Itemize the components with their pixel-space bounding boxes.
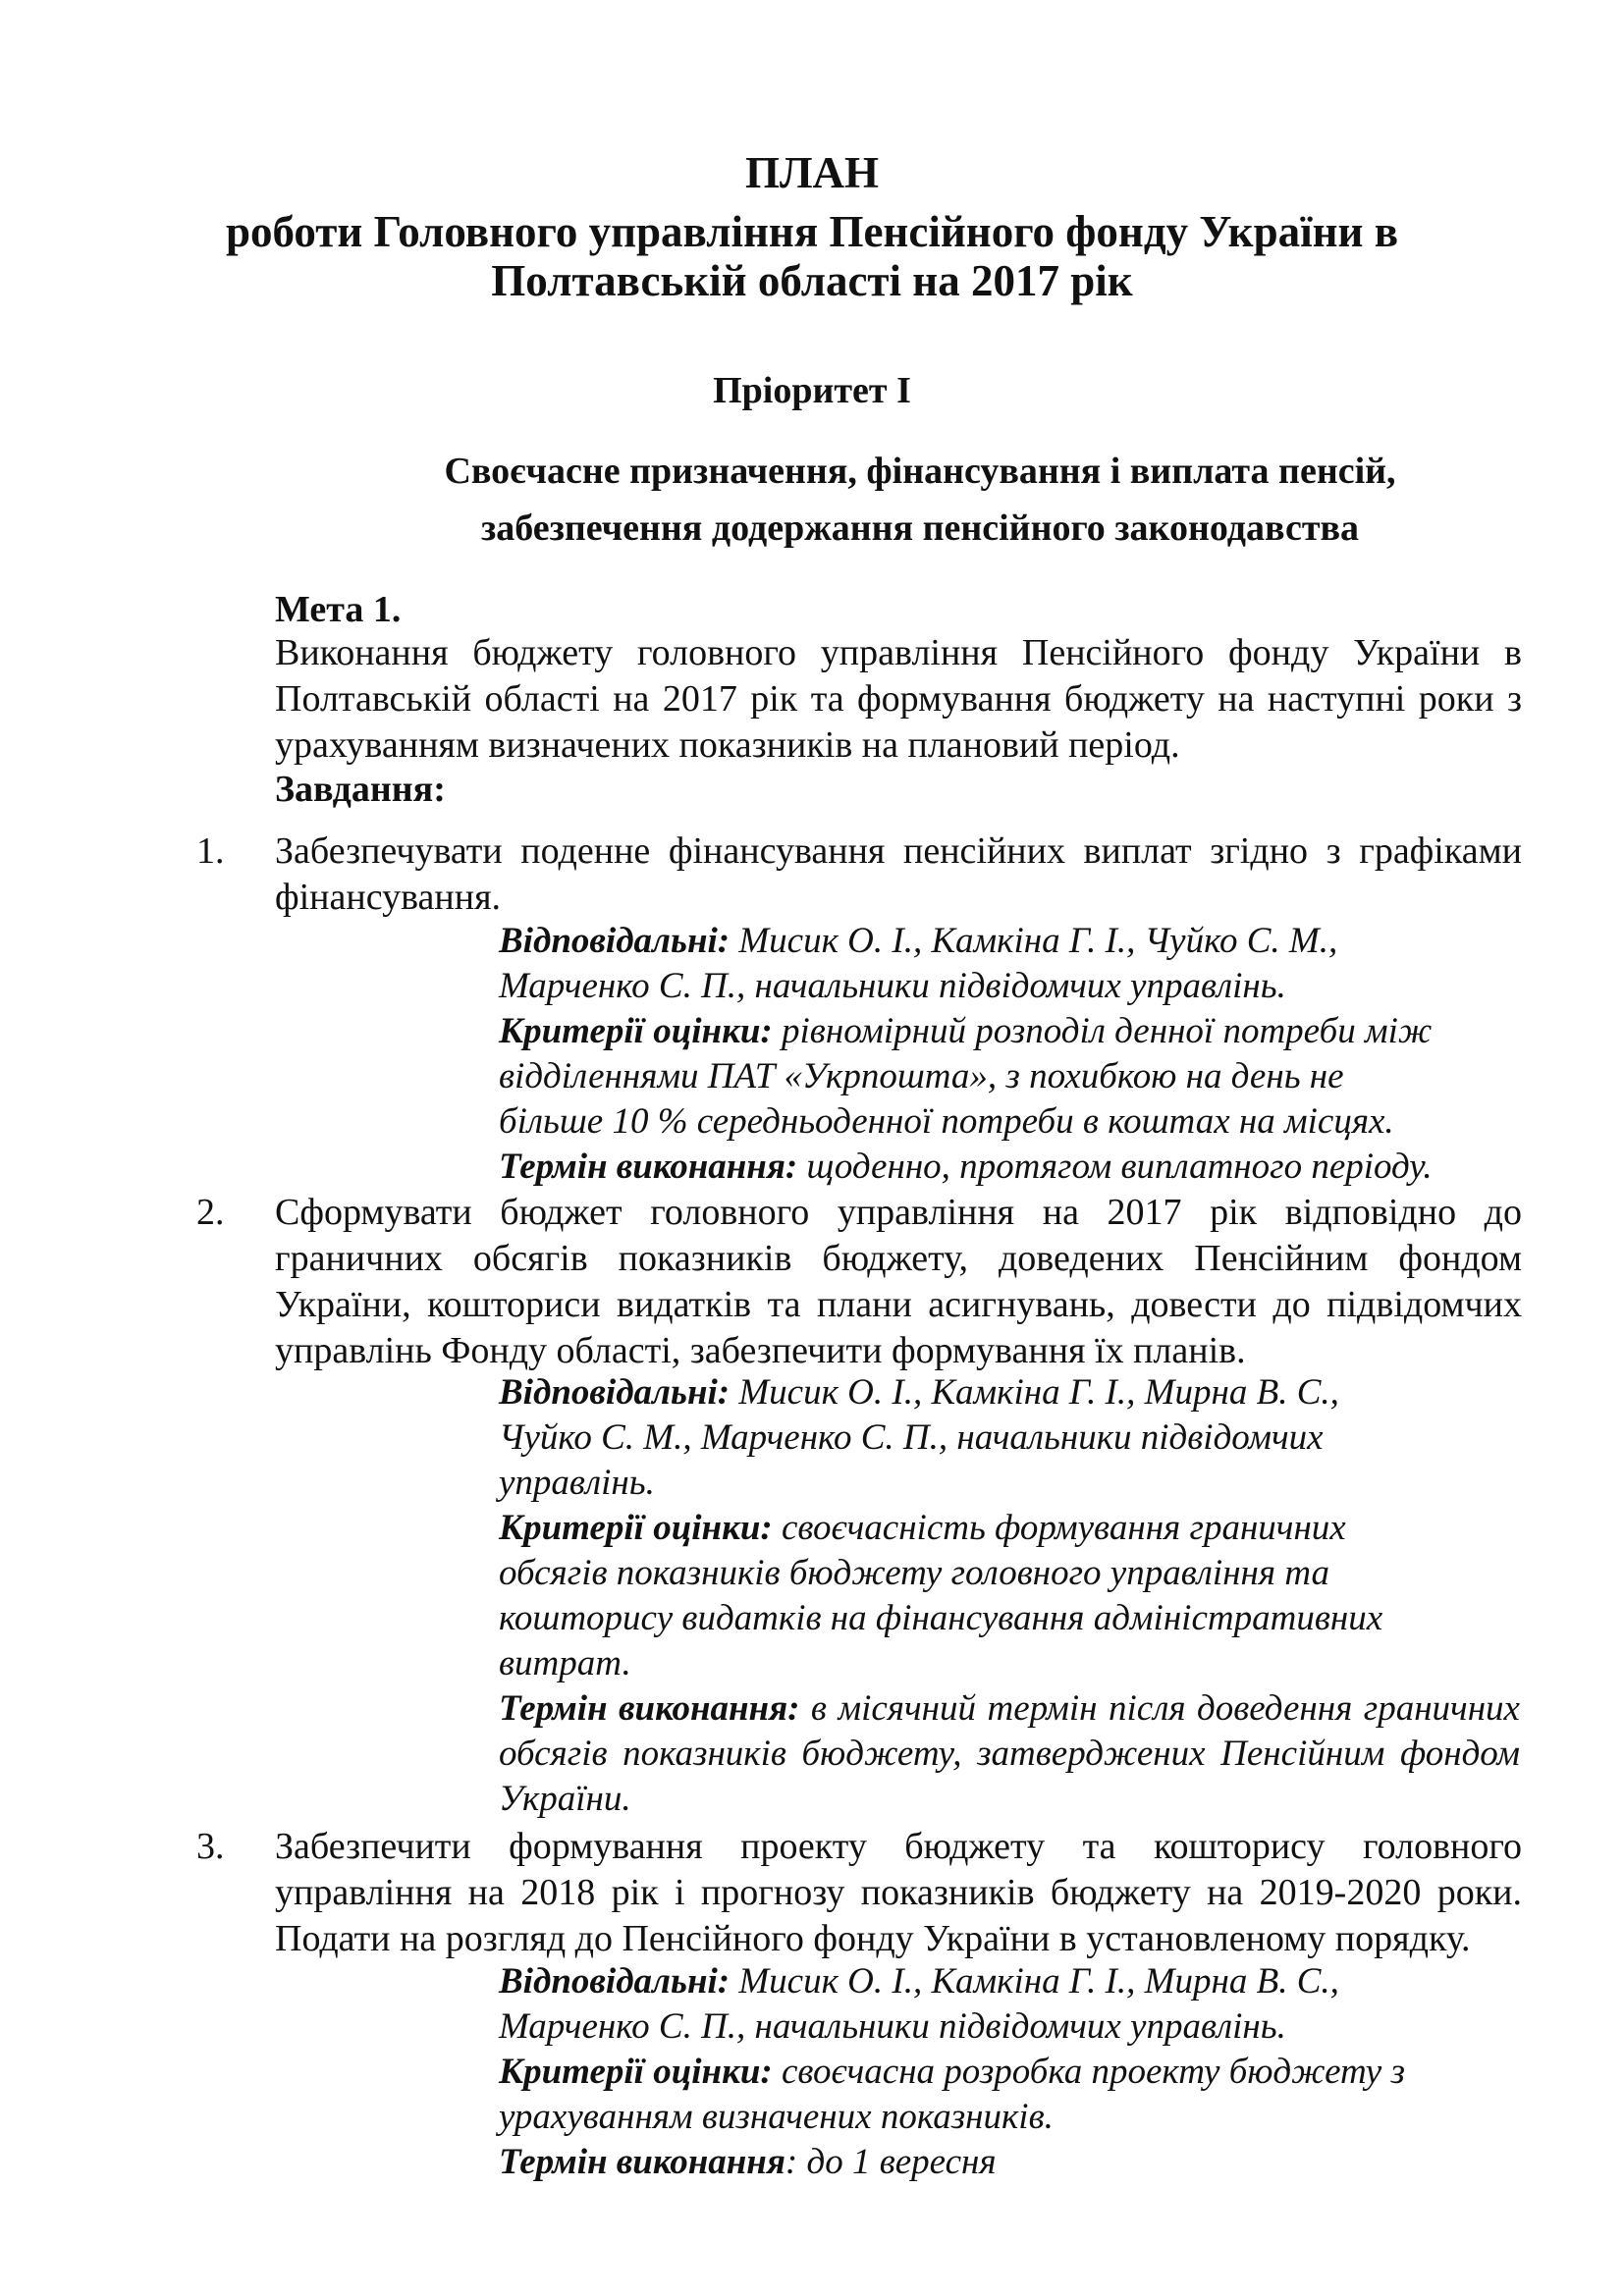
deadline-value: щоденно, протягом виплатного періоду. bbox=[797, 1147, 1433, 1187]
priority-goal-line2: забезпечення додержання пенсійного законодавства bbox=[480, 507, 1360, 549]
task-number: 3. bbox=[196, 1826, 225, 1867]
task-responsible bbox=[499, 1959, 1520, 2004]
responsible-value: Мисик О. І., Камкіна Г. І., Мирна В. С., bbox=[730, 1961, 1339, 2002]
responsible-label: Відповідальні: bbox=[499, 921, 731, 961]
task-number: 1. bbox=[196, 830, 225, 872]
task-criteria-cont: більше 10 % середньоденної потреби в коштах на місцях. bbox=[499, 1101, 1394, 1142]
task-criteria-cont: кошторису видатків на фінансування адміністративних bbox=[499, 1598, 1383, 1638]
task-deadline bbox=[499, 2140, 1520, 2185]
task-text: Забезпечувати поденне фінансування пенсійних виплат згідно з графіками фінансування. bbox=[275, 830, 1522, 918]
document-subtitle-line2: Полтавській області на 2017 рік bbox=[491, 256, 1133, 305]
task-text: Забезпечити формування проекту бюджету та кошторису головного управління на 2018 рік і прогнозу показників бюджету на 2019-2020 роки. Подати на розгляд до Пенсійного фонду України в установленому порядку. bbox=[275, 1826, 1522, 1959]
responsible-label: Відповідальні: bbox=[499, 1372, 731, 1413]
task-criteria bbox=[499, 1009, 1520, 1054]
document-subtitle-line1: роботи Головного управління Пенсійного фонду України в bbox=[225, 207, 1399, 256]
task-criteria bbox=[499, 2050, 1520, 2095]
document-title: ПЛАН bbox=[744, 148, 880, 197]
goal-text: Виконання бюджету головного управління Пенсійного фонду України в Полтавській області на 2017 рік та формування бюджету на наступні роки з урахуванням визначених показників на плановий період. bbox=[275, 632, 1522, 766]
task-responsible-cont: Марченко С. П., начальники підвідомчих управлінь. bbox=[499, 966, 1286, 1006]
responsible-label: Відповідальні: bbox=[499, 1961, 731, 2002]
priority-goal-line1: Своєчасне призначення, фінансування і виплата пенсій, bbox=[444, 451, 1396, 492]
task-text: Сформувати бюджет головного управління на 2017 рік відповідно до граничних обсягів показників бюджету, доведених Пенсійним фондом України, кошториси видатків та плани асигнувань, довести до підвідомчих управлінь Фонду області, забезпечити формування їх планів. bbox=[275, 1192, 1522, 1371]
deadline-label: Термін виконання: bbox=[499, 1147, 798, 1187]
task-deadline bbox=[499, 1145, 1520, 1190]
task-responsible-cont: управлінь. bbox=[499, 1463, 655, 1503]
criteria-value: своєчасність формування граничних bbox=[772, 1508, 1346, 1548]
task-criteria bbox=[499, 1506, 1520, 1551]
criteria-value: рівномірний розподіл денної потреби між bbox=[772, 1011, 1433, 1051]
task-responsible bbox=[499, 919, 1520, 964]
task-deadline bbox=[499, 1686, 1520, 1822]
responsible-value: Мисик О. І., Камкіна Г. І., Чуйко С. М., bbox=[730, 921, 1338, 961]
task-number: 2. bbox=[196, 1192, 225, 1233]
task-responsible-cont: Марченко С. П., начальники підвідомчих управлінь. bbox=[499, 2006, 1286, 2047]
task-criteria-cont: урахуванням визначених показників. bbox=[499, 2097, 1054, 2137]
deadline-label: Термін виконання: bbox=[499, 1688, 800, 1729]
tasks-label: Завдання: bbox=[275, 769, 446, 810]
task-criteria-cont: обсягів показників бюджету головного управління та bbox=[499, 1553, 1330, 1593]
deadline-value: в місячний термін після доведення граничних обсягів показників бюджету, затверджених Пенсійним фондом України. bbox=[499, 1688, 1520, 1819]
task-criteria-cont: витрат. bbox=[499, 1643, 631, 1683]
task-responsible-cont: Чуйко С. М., Марченко С. П., начальники підвідомчих bbox=[499, 1417, 1324, 1458]
responsible-value: Мисик О. І., Камкіна Г. І., Мирна В. С., bbox=[730, 1372, 1339, 1413]
criteria-value: своєчасна розробка проекту бюджету з bbox=[772, 2052, 1405, 2092]
deadline-value: : до 1 вересня bbox=[785, 2142, 997, 2182]
priority-heading: Пріоритет І bbox=[713, 370, 911, 411]
deadline-label: Термін виконання bbox=[499, 2142, 785, 2182]
task-criteria-cont: відділеннями ПАТ «Укрпошта», з похибкою на день не bbox=[499, 1056, 1344, 1096]
criteria-label: Критерії оцінки: bbox=[499, 1011, 773, 1051]
criteria-label: Критерії оцінки: bbox=[499, 1508, 773, 1548]
criteria-label: Критерії оцінки: bbox=[499, 2052, 773, 2092]
goal-label: Мета 1. bbox=[275, 589, 402, 630]
task-responsible bbox=[499, 1370, 1520, 1415]
